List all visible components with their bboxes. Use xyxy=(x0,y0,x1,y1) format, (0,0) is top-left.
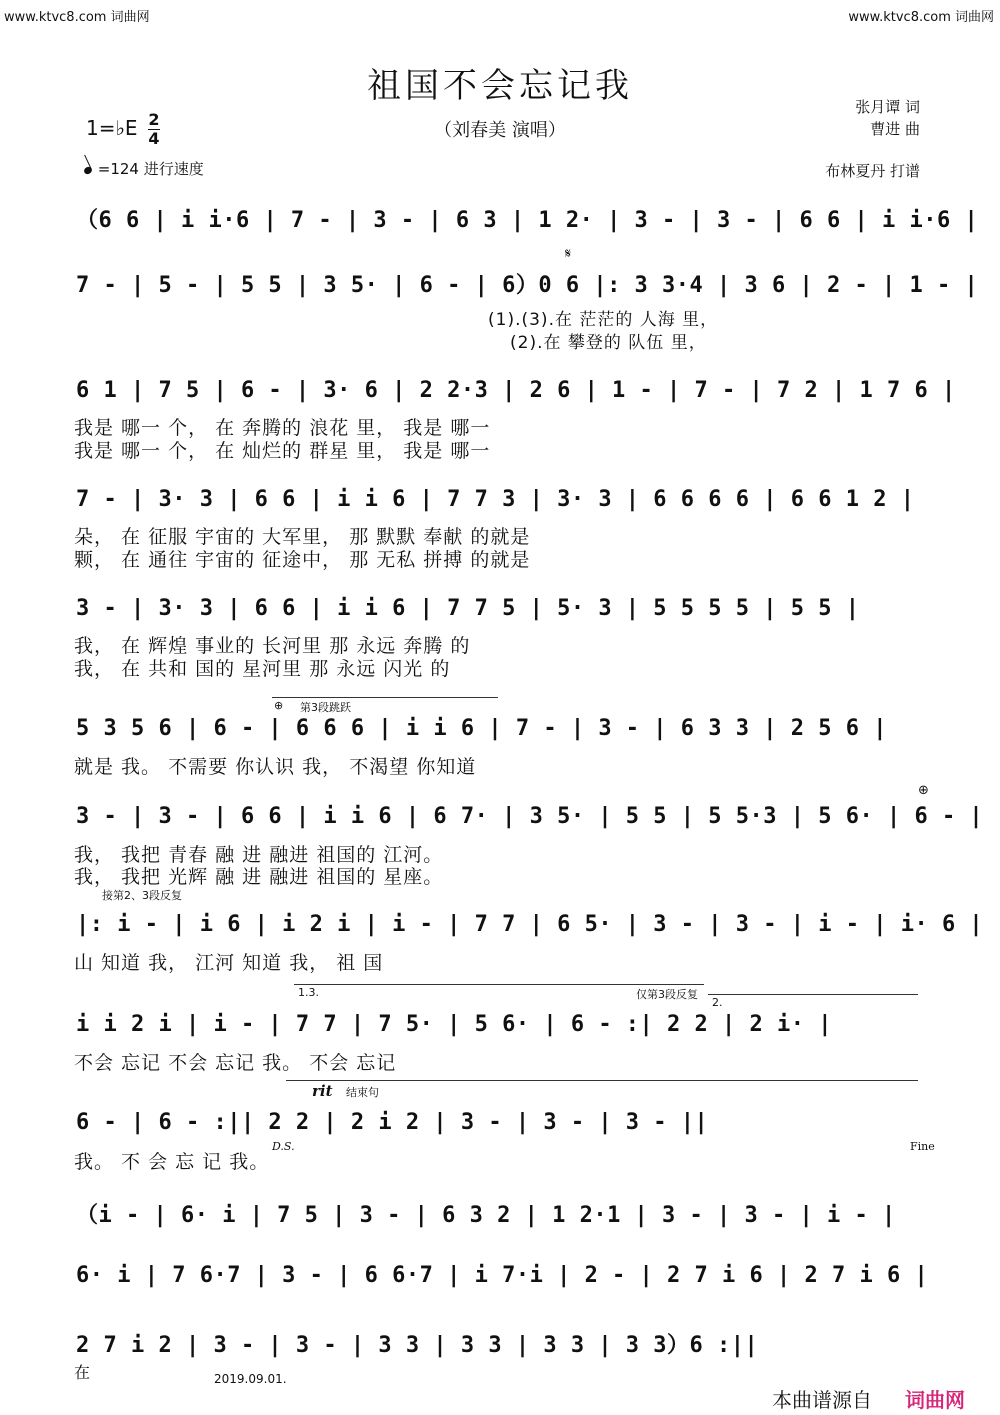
volta-2-bracket xyxy=(708,994,918,995)
time-signature xyxy=(148,112,160,147)
notation-row-5: 3 - | 3· 3 | 6 6 | i i 6 | 7 7 5 | 5· 3 | 5 5 5 5 | 5 5 | xyxy=(76,596,860,621)
time-numerator: 2 xyxy=(148,110,160,129)
volta-2-label: 2. xyxy=(712,996,723,1009)
site-watermark-right: www.ktvc8.com 词曲网 xyxy=(848,10,994,25)
notation-row-3: 6 1 | 7 5 | 6 - | 3· 6 | 2 2·3 | 2 6 | 1 - | 7 - | 7 2 | 1 7 6 | xyxy=(76,378,956,403)
lyric-row-7-verse-2: 我， 我把 光辉 融 进 融进 祖国的 星座。 xyxy=(74,866,444,888)
lyric-row-3-verse-1: 我是 哪一 个， 在 奔腾的 浪花 里， 我是 哪一 xyxy=(74,417,491,439)
lyric-row-9: 不会 忘记 不会 忘记 我。 不会 忘记 xyxy=(74,1052,397,1074)
notation-row-12: 6· i | 7 6·7 | 3 - | 6 6·7 | i 7·i | 2 - | 2 7 i 6 | 2 7 i 6 | xyxy=(76,1263,929,1288)
notation-row-2: 7 - | 5 - | 5 5 | 3 5· | 6 - | 6）0 6 |: 3 3·4 | 3 6 | 2 - | 1 - | xyxy=(76,273,979,298)
notation-row-4: 7 - | 3· 3 | 6 6 | i i 6 | 7 7 3 | 3· 3 | 6 6 6 6 | 6 6 1 2 | xyxy=(76,487,915,512)
notation-row-9: i i 2 i | i - | 7 7 | 7 5· | 5 6· | 6 - :| 2 2 | 2 i· | xyxy=(76,1012,832,1037)
coda-icon-2: ⊕ xyxy=(918,783,929,798)
repeat-note: 接第2、3段反复 xyxy=(102,889,182,902)
coda-bracket xyxy=(286,1080,918,1081)
lyric-row-6: 就是 我。 不需要 你认识 我， 不渴望 你知道 xyxy=(74,756,477,778)
lyric-row-5-verse-2: 我， 在 共和 国的 星河里 那 永远 闪光 的 xyxy=(74,658,451,680)
tempo-marking xyxy=(84,158,204,179)
time-denominator: 4 xyxy=(148,129,160,148)
fine-marking: Fine xyxy=(910,1140,935,1153)
ds-marking: D.S. xyxy=(272,1140,295,1153)
lyric-row-2-verse-1: (1).(3).在 茫茫的 人海 里， xyxy=(488,310,719,330)
lyric-row-4-verse-1: 朵， 在 征服 宇宙的 大军里， 那 默默 奉献 的就是 xyxy=(74,526,531,548)
key-signature xyxy=(86,112,160,147)
source-site-logo[interactable]: 词曲网 xyxy=(905,1388,965,1412)
notation-row-6: 5 3 5 6 | 6 - | 6 6 6 | i i 6 | 7 - | 3 - | 6 3 3 | 2 5 6 | xyxy=(76,716,887,741)
notation-row-13: 2 7 i 2 | 3 - | 3 - | 3 3 | 3 3 | 3 3 | 3 3）6 :|| xyxy=(76,1333,759,1358)
notation-row-8: |: i - | i 6 | i 2 i | i - | 7 7 | 6 5· | 3 - | 3 - | i - | i· 6 | xyxy=(76,912,984,937)
lyric-row-13: 在 xyxy=(74,1363,92,1382)
volta-1-bracket xyxy=(294,984,704,985)
source-label: 本曲谱源自 xyxy=(772,1388,872,1412)
quarter-note-icon xyxy=(83,166,93,176)
composer: 曹进 曲 xyxy=(870,120,920,138)
notation-row-7: 3 - | 3 - | 6 6 | i i 6 | 6 7· | 3 5· | 5 5 | 5 5·3 | 5 6· | 6 - | xyxy=(76,804,984,829)
lyric-row-5-verse-1: 我， 在 辉煌 事业的 长河里 那 永远 奔腾 的 xyxy=(74,635,471,657)
notation-row-1: （6 6 | i i·6 | 7 - | 3 - | 6 3 | 1 2· | 3 - | 3 - | 6 6 | i i·6 | xyxy=(76,208,979,233)
segno-icon: 𝄋 xyxy=(565,246,572,262)
volta-3-note: 仅第3段反复 xyxy=(636,988,698,1001)
ending-note: 结束句 xyxy=(346,1086,379,1099)
performer: （刘春美 演唱） xyxy=(434,120,566,141)
lyric-row-3-verse-2: 我是 哪一 个， 在 灿烂的 群星 里， 我是 哪一 xyxy=(74,440,491,462)
lyric-row-2-verse-2: (2).在 攀登的 队伍 里， xyxy=(510,333,707,353)
lyric-row-4-verse-2: 颗， 在 通往 宇宙的 征途中， 那 无私 拼搏 的就是 xyxy=(74,549,531,571)
notation-row-11: （i - | 6· i | 7 5 | 3 - | 6 3 2 | 1 2·1 | 3 - | 3 - | i - | xyxy=(76,1203,896,1228)
lyric-row-8: 山 知道 我， 江河 知道 我， 祖 国 xyxy=(74,952,384,974)
jump-bracket xyxy=(272,697,498,698)
tempo-text: =124 进行速度 xyxy=(97,160,204,178)
lyric-row-7-verse-1: 我， 我把 青春 融 进 融进 祖国的 江河。 xyxy=(74,844,444,866)
transcriber: 布林夏丹 打谱 xyxy=(825,162,920,180)
volta-1-label: 1.3. xyxy=(298,986,319,999)
song-title: 祖国不会忘记我 xyxy=(367,66,633,106)
lyric-row-10: 我。 不 会 忘 记 我。 xyxy=(74,1151,270,1173)
key-label: 1=♭E xyxy=(86,116,138,140)
rit-marking: rit xyxy=(312,1082,333,1100)
coda-icon: ⊕ xyxy=(274,699,284,712)
lyricist: 张月谭 词 xyxy=(855,98,920,116)
notation-row-10: 6 - | 6 - :|| 2 2 | 2 i 2 | 3 - | 3 - | 3 - || xyxy=(76,1110,709,1135)
jump-note: 第3段跳跃 xyxy=(300,701,351,714)
site-watermark-left: www.ktvc8.com 词曲网 xyxy=(4,10,150,25)
date: 2019.09.01. xyxy=(214,1372,287,1386)
